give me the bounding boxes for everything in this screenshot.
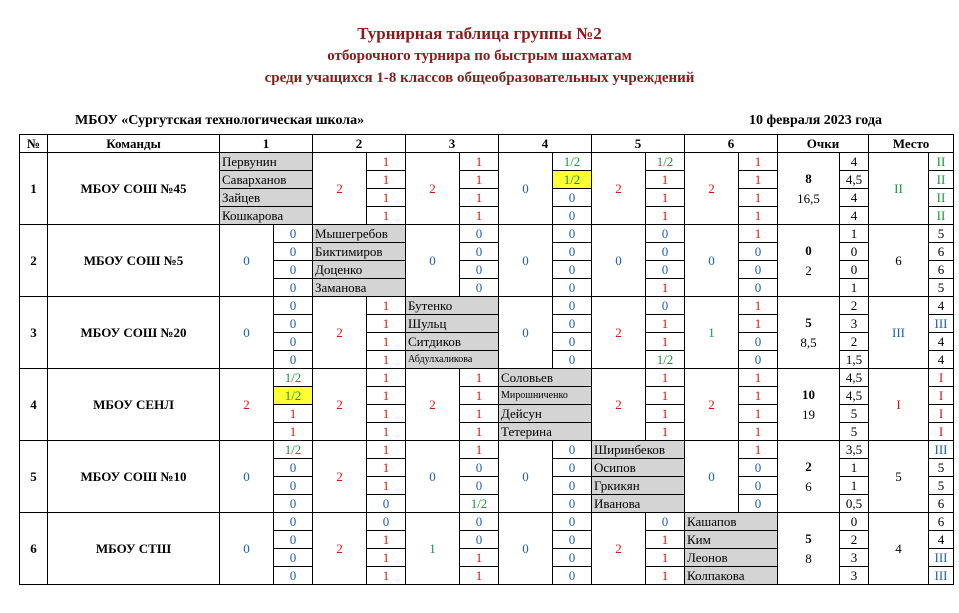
board-result: 0 xyxy=(460,513,499,531)
board-result: 1 xyxy=(460,207,499,225)
board-result: 1 xyxy=(367,405,406,423)
board-result: 0 xyxy=(553,297,592,315)
match-total: 0 xyxy=(499,513,553,585)
board-result: 0 xyxy=(739,459,778,477)
board-result: 0 xyxy=(274,531,313,549)
board-result: 0 xyxy=(274,297,313,315)
board-result: 1 xyxy=(367,423,406,441)
board-result: 0 xyxy=(553,333,592,351)
board-result: 0 xyxy=(739,477,778,495)
team-points-value: 2 xyxy=(805,458,812,474)
page-subtitle-2: среди учащихся 1-8 классов общеобразовательных учреждений xyxy=(264,70,695,86)
team-name: МБОУ СТШ xyxy=(48,513,220,585)
board-result: 1 xyxy=(646,207,685,225)
player-place: 4 xyxy=(929,297,954,315)
board-result: 1 xyxy=(739,153,778,171)
match-total: 1 xyxy=(406,513,460,585)
player-place: I xyxy=(929,369,954,387)
player-place: II xyxy=(929,207,954,225)
player-name: Заманова xyxy=(313,279,406,297)
table-row xyxy=(20,153,954,171)
team-additional-score: 8,5 xyxy=(800,334,817,350)
match-total: 0 xyxy=(406,441,460,513)
player-name: Бутенко xyxy=(406,297,499,315)
header-col-2: 2 xyxy=(313,135,406,153)
board-result: 1 xyxy=(367,387,406,405)
team-additional-score: 19 xyxy=(802,406,815,422)
player-name: Дейсун xyxy=(499,405,592,423)
board-result: 1 xyxy=(367,315,406,333)
player-name: Зайцев xyxy=(220,189,313,207)
player-points: 1 xyxy=(840,459,869,477)
team-points xyxy=(778,225,840,297)
board-result: 1 xyxy=(646,171,685,189)
team-place: III xyxy=(869,297,929,369)
board-result: 0 xyxy=(460,531,499,549)
board-result: 1 xyxy=(460,441,499,459)
board-result: 1 xyxy=(460,549,499,567)
player-points: 4 xyxy=(840,189,869,207)
player-name: Шульц xyxy=(406,315,499,333)
table-row xyxy=(20,225,954,243)
board-result: 0 xyxy=(553,207,592,225)
player-place: 4 xyxy=(929,531,954,549)
board-result: 1 xyxy=(646,333,685,351)
team-number: 4 xyxy=(20,369,48,441)
player-place: II xyxy=(929,153,954,171)
match-total: 2 xyxy=(220,369,274,441)
player-points: 4 xyxy=(840,153,869,171)
team-points-value: 0 xyxy=(805,242,812,258)
team-additional-score: 8 xyxy=(805,550,812,566)
team-points-value: 5 xyxy=(805,530,812,546)
team-name: МБОУ СЕНЛ xyxy=(48,369,220,441)
match-total: 2 xyxy=(313,153,367,225)
player-points: 4,5 xyxy=(840,387,869,405)
player-name: Тетерина xyxy=(499,423,592,441)
player-points: 2 xyxy=(840,531,869,549)
board-result: 1 xyxy=(646,279,685,297)
board-result: 0 xyxy=(553,441,592,459)
player-name: Иванова xyxy=(592,495,685,513)
board-result: 0 xyxy=(274,513,313,531)
player-place: 6 xyxy=(929,261,954,279)
player-points: 0 xyxy=(840,261,869,279)
board-result: 1 xyxy=(646,189,685,207)
board-result: 0 xyxy=(274,315,313,333)
match-total: 2 xyxy=(592,369,646,441)
player-name: Осипов xyxy=(592,459,685,477)
player-place: III xyxy=(929,315,954,333)
player-place: 5 xyxy=(929,225,954,243)
board-result: 1 xyxy=(739,171,778,189)
table-row xyxy=(20,297,954,315)
player-place: III xyxy=(929,549,954,567)
player-points: 0 xyxy=(840,243,869,261)
table-row xyxy=(20,369,954,387)
board-result: 0 xyxy=(460,261,499,279)
team-points xyxy=(778,297,840,369)
player-points: 5 xyxy=(840,423,869,441)
player-place: III xyxy=(929,567,954,585)
team-points xyxy=(778,153,840,225)
player-points: 1,5 xyxy=(840,351,869,369)
board-result: 1 xyxy=(367,207,406,225)
player-place: 5 xyxy=(929,279,954,297)
table-row xyxy=(20,441,954,459)
board-result: 1 xyxy=(367,189,406,207)
player-place: 5 xyxy=(929,477,954,495)
player-place: II xyxy=(929,171,954,189)
board-result: 0 xyxy=(460,243,499,261)
board-result: 0 xyxy=(553,477,592,495)
board-result: 0 xyxy=(274,351,313,369)
board-result: 0 xyxy=(553,351,592,369)
board-result: 0 xyxy=(553,189,592,207)
player-name: Ширинбеков xyxy=(592,441,685,459)
match-total: 0 xyxy=(220,225,274,297)
player-place: I xyxy=(929,405,954,423)
board-result: 0 xyxy=(274,333,313,351)
player-points: 4,5 xyxy=(840,369,869,387)
player-name: Первунин xyxy=(220,153,313,171)
board-result: 1 xyxy=(460,153,499,171)
board-result: 1 xyxy=(646,369,685,387)
team-points-value: 5 xyxy=(805,314,812,330)
match-total: 2 xyxy=(406,369,460,441)
board-result: 1 xyxy=(367,441,406,459)
player-place: 6 xyxy=(929,495,954,513)
player-points: 2 xyxy=(840,297,869,315)
board-result: 1 xyxy=(367,153,406,171)
team-place: 5 xyxy=(869,441,929,513)
board-result: 0 xyxy=(274,567,313,585)
team-points xyxy=(778,513,840,585)
player-points: 3 xyxy=(840,315,869,333)
board-result: 1 xyxy=(367,477,406,495)
match-total: 0 xyxy=(220,297,274,369)
tournament-date: 10 февраля 2023 года xyxy=(749,113,882,128)
player-points: 0,5 xyxy=(840,495,869,513)
match-total: 2 xyxy=(592,513,646,585)
player-name: Саварханов xyxy=(220,171,313,189)
team-place: 4 xyxy=(869,513,929,585)
board-result: 1 xyxy=(460,423,499,441)
board-result: 0 xyxy=(274,459,313,477)
board-result: 0 xyxy=(553,261,592,279)
player-place: 6 xyxy=(929,243,954,261)
title-block xyxy=(0,22,959,89)
match-total: 0 xyxy=(685,441,739,513)
board-result: 0 xyxy=(553,243,592,261)
board-result: 0 xyxy=(739,261,778,279)
board-result: 1 xyxy=(274,405,313,423)
board-result: 1 xyxy=(739,405,778,423)
tournament-table xyxy=(19,134,954,585)
board-result: 1 xyxy=(367,333,406,351)
player-name: Мирошниченко xyxy=(499,387,592,405)
player-name: Леонов xyxy=(685,549,778,567)
match-total: 0 xyxy=(406,225,460,297)
player-points: 0 xyxy=(840,513,869,531)
table-row xyxy=(20,513,954,531)
board-result: 0 xyxy=(553,531,592,549)
board-result: 1 xyxy=(646,405,685,423)
board-result: 1 xyxy=(367,549,406,567)
board-result: 1 xyxy=(646,531,685,549)
player-points: 3 xyxy=(840,549,869,567)
board-result: 0 xyxy=(460,459,499,477)
board-result: 1 xyxy=(739,423,778,441)
board-result: 1/2 xyxy=(553,171,592,189)
board-result: 1 xyxy=(367,351,406,369)
board-result: 1 xyxy=(739,369,778,387)
team-place: II xyxy=(869,153,929,225)
board-result: 0 xyxy=(553,459,592,477)
match-total: 2 xyxy=(313,297,367,369)
board-result: 0 xyxy=(646,513,685,531)
board-result: 1 xyxy=(460,369,499,387)
team-name: МБОУ СОШ №10 xyxy=(48,441,220,513)
team-number: 6 xyxy=(20,513,48,585)
board-result: 1 xyxy=(367,171,406,189)
board-result: 0 xyxy=(553,279,592,297)
player-name: Доценко xyxy=(313,261,406,279)
board-result: 0 xyxy=(646,225,685,243)
match-total: 0 xyxy=(499,297,553,369)
header-col-1: 1 xyxy=(220,135,313,153)
player-place: 6 xyxy=(929,513,954,531)
match-total: 2 xyxy=(313,441,367,513)
board-result: 0 xyxy=(646,297,685,315)
team-number: 5 xyxy=(20,441,48,513)
match-total: 2 xyxy=(685,153,739,225)
team-number: 1 xyxy=(20,153,48,225)
board-result: 0 xyxy=(553,225,592,243)
board-result: 1 xyxy=(646,567,685,585)
board-result: 0 xyxy=(274,243,313,261)
player-place: 5 xyxy=(929,459,954,477)
team-points xyxy=(778,441,840,513)
board-result: 1 xyxy=(460,405,499,423)
board-result: 0 xyxy=(460,279,499,297)
team-additional-score: 2 xyxy=(805,262,812,278)
player-points: 1 xyxy=(840,225,869,243)
header-num: № xyxy=(20,135,48,153)
board-result: 0 xyxy=(553,495,592,513)
team-place: I xyxy=(869,369,929,441)
match-total: 2 xyxy=(592,153,646,225)
board-result: 1/2 xyxy=(274,369,313,387)
player-points: 5 xyxy=(840,405,869,423)
player-points: 1 xyxy=(840,477,869,495)
player-name: Ким xyxy=(685,531,778,549)
board-result: 0 xyxy=(460,225,499,243)
match-total: 2 xyxy=(685,369,739,441)
player-name: Кошкарова xyxy=(220,207,313,225)
board-result: 0 xyxy=(367,495,406,513)
board-result: 1 xyxy=(646,387,685,405)
team-additional-score: 6 xyxy=(805,478,812,494)
board-result: 0 xyxy=(646,243,685,261)
team-name: МБОУ СОШ №5 xyxy=(48,225,220,297)
board-result: 1/2 xyxy=(274,441,313,459)
board-result: 0 xyxy=(274,477,313,495)
board-result: 1 xyxy=(646,549,685,567)
header-col-3: 3 xyxy=(406,135,499,153)
board-result: 0 xyxy=(553,567,592,585)
player-name: Ситдиков xyxy=(406,333,499,351)
page-title: Турнирная таблица группы №2 xyxy=(357,24,602,43)
player-place: II xyxy=(929,189,954,207)
player-name: Мышегребов xyxy=(313,225,406,243)
team-number: 2 xyxy=(20,225,48,297)
board-result: 0 xyxy=(553,549,592,567)
board-result: 0 xyxy=(739,279,778,297)
board-result: 1 xyxy=(367,531,406,549)
board-result: 1 xyxy=(367,297,406,315)
player-place: III xyxy=(929,441,954,459)
header-place: Место xyxy=(869,135,954,153)
board-result: 1 xyxy=(274,423,313,441)
player-points: 4,5 xyxy=(840,171,869,189)
player-name: Соловьев xyxy=(499,369,592,387)
board-result: 0 xyxy=(646,261,685,279)
board-result: 1 xyxy=(739,297,778,315)
match-total: 0 xyxy=(592,225,646,297)
match-total: 0 xyxy=(499,153,553,225)
team-number: 3 xyxy=(20,297,48,369)
board-result: 0 xyxy=(274,225,313,243)
board-result: 1 xyxy=(739,387,778,405)
team-name: МБОУ СОШ №45 xyxy=(48,153,220,225)
board-result: 1/2 xyxy=(274,387,313,405)
board-result: 1 xyxy=(646,423,685,441)
board-result: 0 xyxy=(274,279,313,297)
player-place: 4 xyxy=(929,333,954,351)
board-result: 1 xyxy=(367,459,406,477)
match-total: 2 xyxy=(406,153,460,225)
player-name: Абдулхаликова xyxy=(406,351,499,369)
board-result: 1 xyxy=(367,567,406,585)
board-result: 0 xyxy=(739,351,778,369)
header-col-6: 6 xyxy=(685,135,778,153)
match-total: 0 xyxy=(499,441,553,513)
board-result: 0 xyxy=(274,495,313,513)
board-result: 0 xyxy=(274,261,313,279)
player-name: Биктимиров xyxy=(313,243,406,261)
match-total: 0 xyxy=(220,513,274,585)
header-col-5: 5 xyxy=(592,135,685,153)
team-points-value: 8 xyxy=(805,170,812,186)
board-result: 0 xyxy=(553,315,592,333)
team-place: 6 xyxy=(869,225,929,297)
board-result: 0 xyxy=(274,549,313,567)
player-points: 3,5 xyxy=(840,441,869,459)
board-result: 0 xyxy=(553,513,592,531)
match-total: 2 xyxy=(592,297,646,369)
board-result: 1 xyxy=(739,225,778,243)
match-total: 1 xyxy=(685,297,739,369)
board-result: 0 xyxy=(367,513,406,531)
header-teams: Команды xyxy=(48,135,220,153)
team-points-value: 10 xyxy=(802,386,815,402)
player-place: I xyxy=(929,423,954,441)
board-result: 1 xyxy=(460,387,499,405)
team-points xyxy=(778,369,840,441)
team-additional-score: 16,5 xyxy=(797,190,820,206)
player-name: Кашапов xyxy=(685,513,778,531)
player-points: 2 xyxy=(840,333,869,351)
player-name: Гркикян xyxy=(592,477,685,495)
board-result: 1/2 xyxy=(460,495,499,513)
organizer: МБОУ «Сургутская технологическая школа» xyxy=(75,113,365,128)
player-place: 4 xyxy=(929,351,954,369)
board-result: 1 xyxy=(739,189,778,207)
board-result: 1 xyxy=(646,315,685,333)
match-total: 0 xyxy=(685,225,739,297)
board-result: 1 xyxy=(460,189,499,207)
page-subtitle-1: отборочного турнира по быстрым шахматам xyxy=(327,48,632,64)
board-result: 0 xyxy=(739,243,778,261)
board-result: 1 xyxy=(367,369,406,387)
match-total: 0 xyxy=(220,441,274,513)
match-total: 2 xyxy=(313,369,367,441)
board-result: 1 xyxy=(739,315,778,333)
player-points: 4 xyxy=(840,207,869,225)
header-col-4: 4 xyxy=(499,135,592,153)
board-result: 1 xyxy=(739,441,778,459)
board-result: 1/2 xyxy=(646,153,685,171)
board-result: 0 xyxy=(460,477,499,495)
team-name: МБОУ СОШ №20 xyxy=(48,297,220,369)
player-points: 3 xyxy=(840,567,869,585)
match-total: 0 xyxy=(499,225,553,297)
board-result: 0 xyxy=(739,333,778,351)
header-row xyxy=(20,135,954,153)
match-total: 2 xyxy=(313,513,367,585)
board-result: 1 xyxy=(460,171,499,189)
board-result: 1/2 xyxy=(646,351,685,369)
header-points: Очки xyxy=(778,135,869,153)
board-result: 1 xyxy=(739,207,778,225)
board-result: 1/2 xyxy=(553,153,592,171)
player-place: I xyxy=(929,387,954,405)
board-result: 0 xyxy=(739,495,778,513)
board-result: 1 xyxy=(460,567,499,585)
player-points: 1 xyxy=(840,279,869,297)
player-name: Колпакова xyxy=(685,567,778,585)
